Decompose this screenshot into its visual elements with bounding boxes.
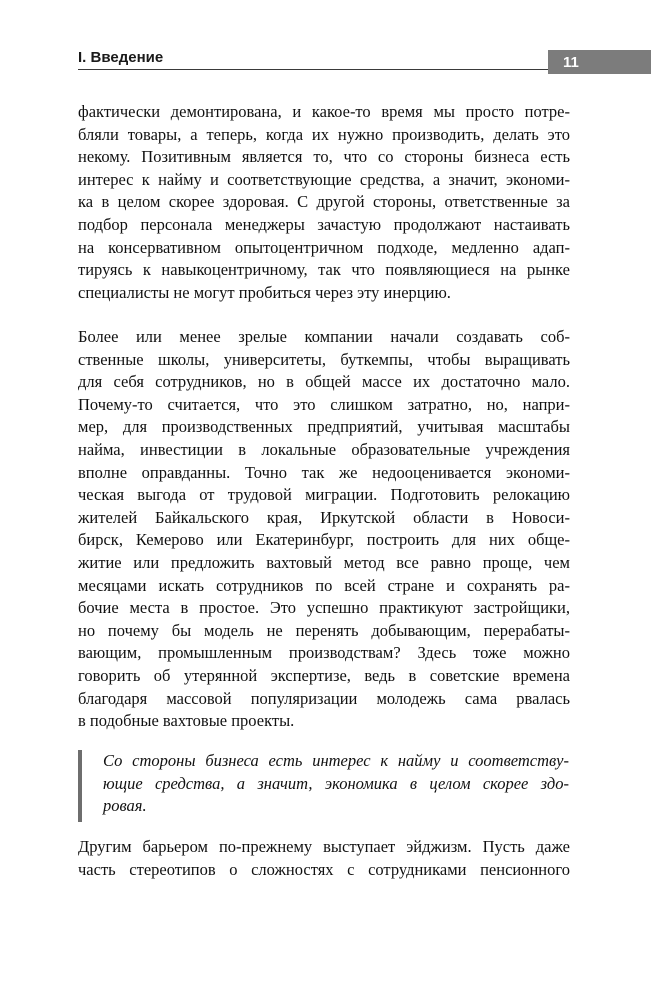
text-line: некому. Позитивным является то, что со стороны бизнеса есть <box>78 147 570 167</box>
text-line: для себя сотрудников, но в общей массе их достаточно мало. <box>78 372 570 392</box>
page-number: 11 <box>563 54 579 71</box>
paragraph-1 <box>78 101 570 304</box>
quote-line: ровая. <box>103 796 147 816</box>
quote-line: ющие средства, а значит, экономика в целом скорее здо- <box>103 773 569 793</box>
text-line: тируясь к навыкоцентричному, так что появляющиеся на рынке <box>78 260 570 280</box>
text-line: говорить об утерянной экспертизе, ведь в советские времена <box>78 665 570 685</box>
text-line: Другим барьером по-прежнему выступает эйджизм. Пусть даже <box>78 837 570 856</box>
pull-quote <box>103 750 569 818</box>
text-line: вающим, промышленным производствам? Здесь тоже можно <box>78 643 570 663</box>
text-line: жителей Байкальского края, Иркутской области в Новоси- <box>78 507 570 527</box>
text-line: в подобные вахтовые проекты. <box>78 711 295 731</box>
paragraph-2 <box>78 326 570 733</box>
text-line: но почему бы модель не перенять добывающим, перерабаты- <box>78 620 570 640</box>
pull-quote-bar <box>78 750 82 822</box>
text-line: фактически демонтирована, и какое-то время мы просто потре- <box>78 102 570 121</box>
text-line: благодаря массовой популяризации молодежь сама рвалась <box>78 688 570 708</box>
text-line: вполне оправданны. Точно так же недооценивается экономи- <box>78 462 570 482</box>
text-line: найма, инвестиции в локальные образовательные учреждения <box>78 439 570 459</box>
quote-line: Со стороны бизнеса есть интерес к найму и соответству- <box>103 751 569 770</box>
text-line: интерес к найму и соответствующие средства, а значит, экономи- <box>78 169 570 189</box>
text-line: Более или менее зрелые компании начали создавать соб- <box>78 327 570 346</box>
text-line: специалисты не могут пробиться через эту инерцию. <box>78 282 451 302</box>
section-title: I. Введение <box>78 49 164 66</box>
text-line: бирск, Кемерово или Екатеринбург, построить для них обще- <box>78 530 570 550</box>
text-line: ка в целом скорее здоровая. С другой стороны, ответственные за <box>78 192 570 212</box>
text-line: бочие места в простое. Это успешно практикуют застройщики, <box>78 598 570 618</box>
text-line: часть стереотипов о сложностях с сотрудниками пенсионного <box>78 859 570 879</box>
text-line: ческая выгода от трудовой миграции. Подготовить релокацию <box>78 485 570 505</box>
header-rule <box>78 69 548 70</box>
text-line: бляли товары, а теперь, когда их нужно производить, делать это <box>78 124 570 144</box>
text-line: на консервативном опытоцентричном подходе, медленно адап- <box>78 237 570 257</box>
paragraph-3 <box>78 836 570 881</box>
text-line: мер, для производственных предприятий, учитывая масштабы <box>78 417 570 437</box>
text-line: житие или предложить вахтовый метод все равно проще, чем <box>78 552 570 572</box>
text-line: ственные школы, университеты, буткемпы, чтобы выращивать <box>78 349 570 369</box>
text-line: Почему-то считается, что это слишком затратно, но, напри- <box>78 394 570 414</box>
text-line: месяцами искать сотрудников по всей стране и сохранять ра- <box>78 575 570 595</box>
text-line: подбор персонала менеджеры зачастую продолжают настаивать <box>78 214 570 234</box>
